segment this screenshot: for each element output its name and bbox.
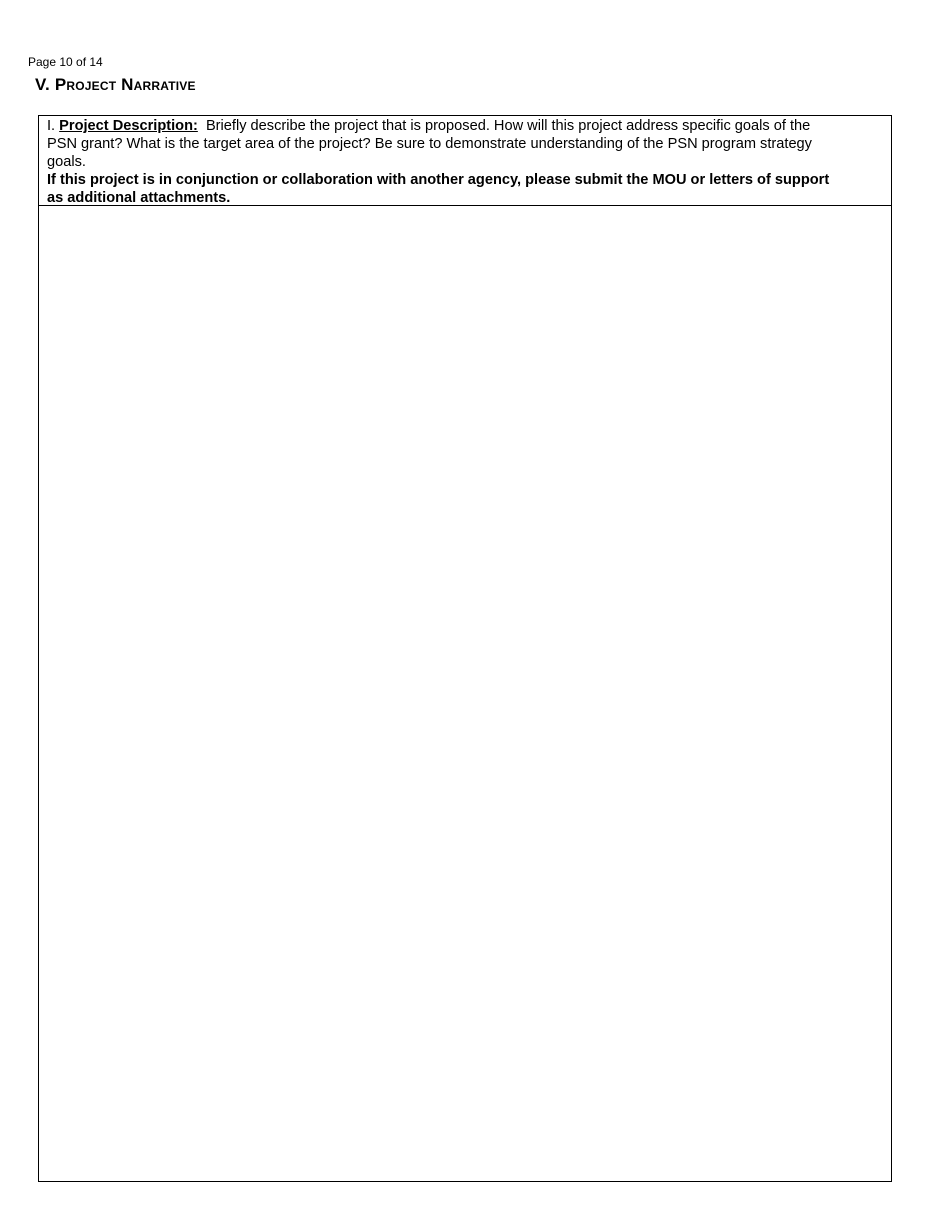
project-description-answer-field[interactable] — [39, 206, 891, 1181]
item-number: I. — [47, 118, 56, 134]
mou-attachment-note: If this project is in conjunction or collaboration with another agency, please submit the MOU or letters of support as additional attachments. — [47, 172, 830, 206]
project-description-label: Project Description: — [59, 118, 198, 134]
project-description-prompt: Briefly describe the project that is proposed. How will this project address specific goals of the PSN grant? What is the target area of the project? Be sure to demonstrate understanding of the PSN program strategy goals. — [47, 118, 812, 170]
project-description-instructions — [39, 116, 891, 206]
section-heading: V. Project Narrative — [35, 75, 196, 94]
page-number: Page 10 of 14 — [28, 55, 103, 69]
project-narrative-table — [38, 115, 892, 1182]
